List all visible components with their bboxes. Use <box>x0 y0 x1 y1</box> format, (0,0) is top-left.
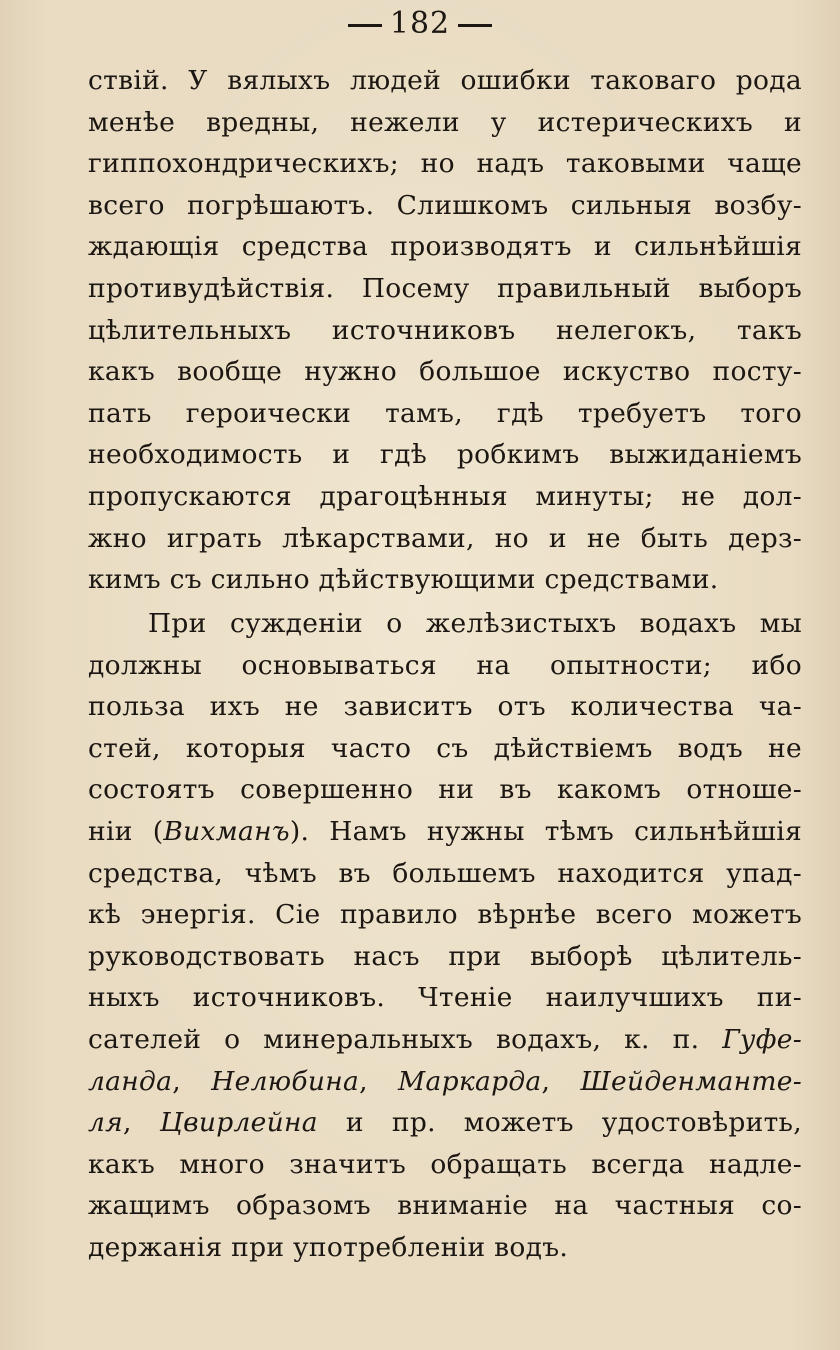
text-line: пропускаются драгоцѣнныя минуты; не дол- <box>88 480 802 512</box>
author-name: Шейденманте- <box>580 1065 802 1097</box>
text-line: кѣ энергія. Сіе правило вѣрнѣе всего можетъ <box>88 899 802 931</box>
text-line: менѣе вредны, нежели у истерическихъ и <box>88 106 802 138</box>
text-line: кимъ съ сильно дѣйствующими средствами. <box>88 564 719 596</box>
header-dash-right <box>458 24 492 27</box>
text-line: ствій. У вялыхъ людей ошибки таковаго рода <box>88 65 802 96</box>
text-line <box>88 1019 802 1061</box>
text-line: пать героически тамъ, гдѣ требуетъ того <box>88 397 802 429</box>
text-line: должны основываться на опытности; ибо <box>88 649 802 681</box>
author-name: ланда <box>88 1065 173 1097</box>
text-fragment: , <box>172 1065 212 1097</box>
text-line: держанія при употребленіи водъ. <box>88 1231 569 1263</box>
page-number: 182 <box>389 6 451 41</box>
text-line: руководствовать насъ при выборѣ цѣлитель- <box>88 940 802 972</box>
text-line: ныхъ источниковъ. Чтеніе наилучшихъ пи- <box>88 982 802 1014</box>
text-fragment: ). Намъ нужны тѣмъ сильнѣйшія <box>289 815 803 847</box>
paragraph-1 <box>88 60 802 601</box>
author-name: ля <box>88 1107 124 1139</box>
text-fragment: , <box>123 1107 160 1139</box>
text-fragment: , <box>541 1065 581 1097</box>
text-line: стей, которыя часто съ дѣйствіемъ водъ не <box>88 732 802 764</box>
text-line: жащимъ образомъ вниманіе на частныя со- <box>88 1190 802 1222</box>
text-line: ждающія средства производятъ и сильнѣйшія <box>88 231 802 263</box>
text-line <box>88 811 802 853</box>
page-header <box>0 6 840 41</box>
text-line: гиппохондрическихъ; но надъ таковыми чаще <box>88 148 802 180</box>
text-line <box>88 1102 802 1144</box>
author-name: Цвирлейна <box>159 1107 318 1139</box>
text-fragment: и пр. можетъ удостовѣрить, <box>317 1107 802 1139</box>
text-line: польза ихъ не зависитъ отъ количества ча- <box>88 691 802 723</box>
author-name: Вихманъ <box>163 815 290 847</box>
text-fragment: сателей о минеральныхъ водахъ, к. п. <box>88 1023 723 1055</box>
text-line: жно играть лѣкарствами, но и не быть дерз- <box>88 522 802 554</box>
header-dash-left <box>348 24 382 27</box>
text-line: всего погрѣшаютъ. Слишкомъ сильныя возбу- <box>88 189 802 221</box>
text-line: противудѣйствія. Посему правильный выборъ <box>88 272 802 304</box>
text-line: цѣлительныхъ источниковъ нелегокъ, такъ <box>88 314 802 346</box>
text-line: какъ вообще нужно большое искуство посту- <box>88 356 802 388</box>
author-name: Гуфе- <box>722 1023 802 1055</box>
text-line: состоятъ совершенно ни въ какомъ отноше- <box>88 774 802 806</box>
text-line: необходимость и гдѣ робкимъ выжиданіемъ <box>88 439 802 471</box>
author-name: Маркарда <box>398 1065 542 1097</box>
text-line: средства, чѣмъ въ большемъ находится упад- <box>88 857 802 889</box>
text-fragment: ніи ( <box>88 815 164 847</box>
author-name: Нелюбина <box>211 1065 360 1097</box>
text-fragment: , <box>359 1065 399 1097</box>
text-line: При сужденіи о желѣзистыхъ водахъ мы <box>148 608 802 639</box>
paragraph-2 <box>88 603 802 1269</box>
text-line <box>88 1061 802 1103</box>
text-line: какъ много значитъ обращать всегда надле- <box>88 1148 802 1180</box>
